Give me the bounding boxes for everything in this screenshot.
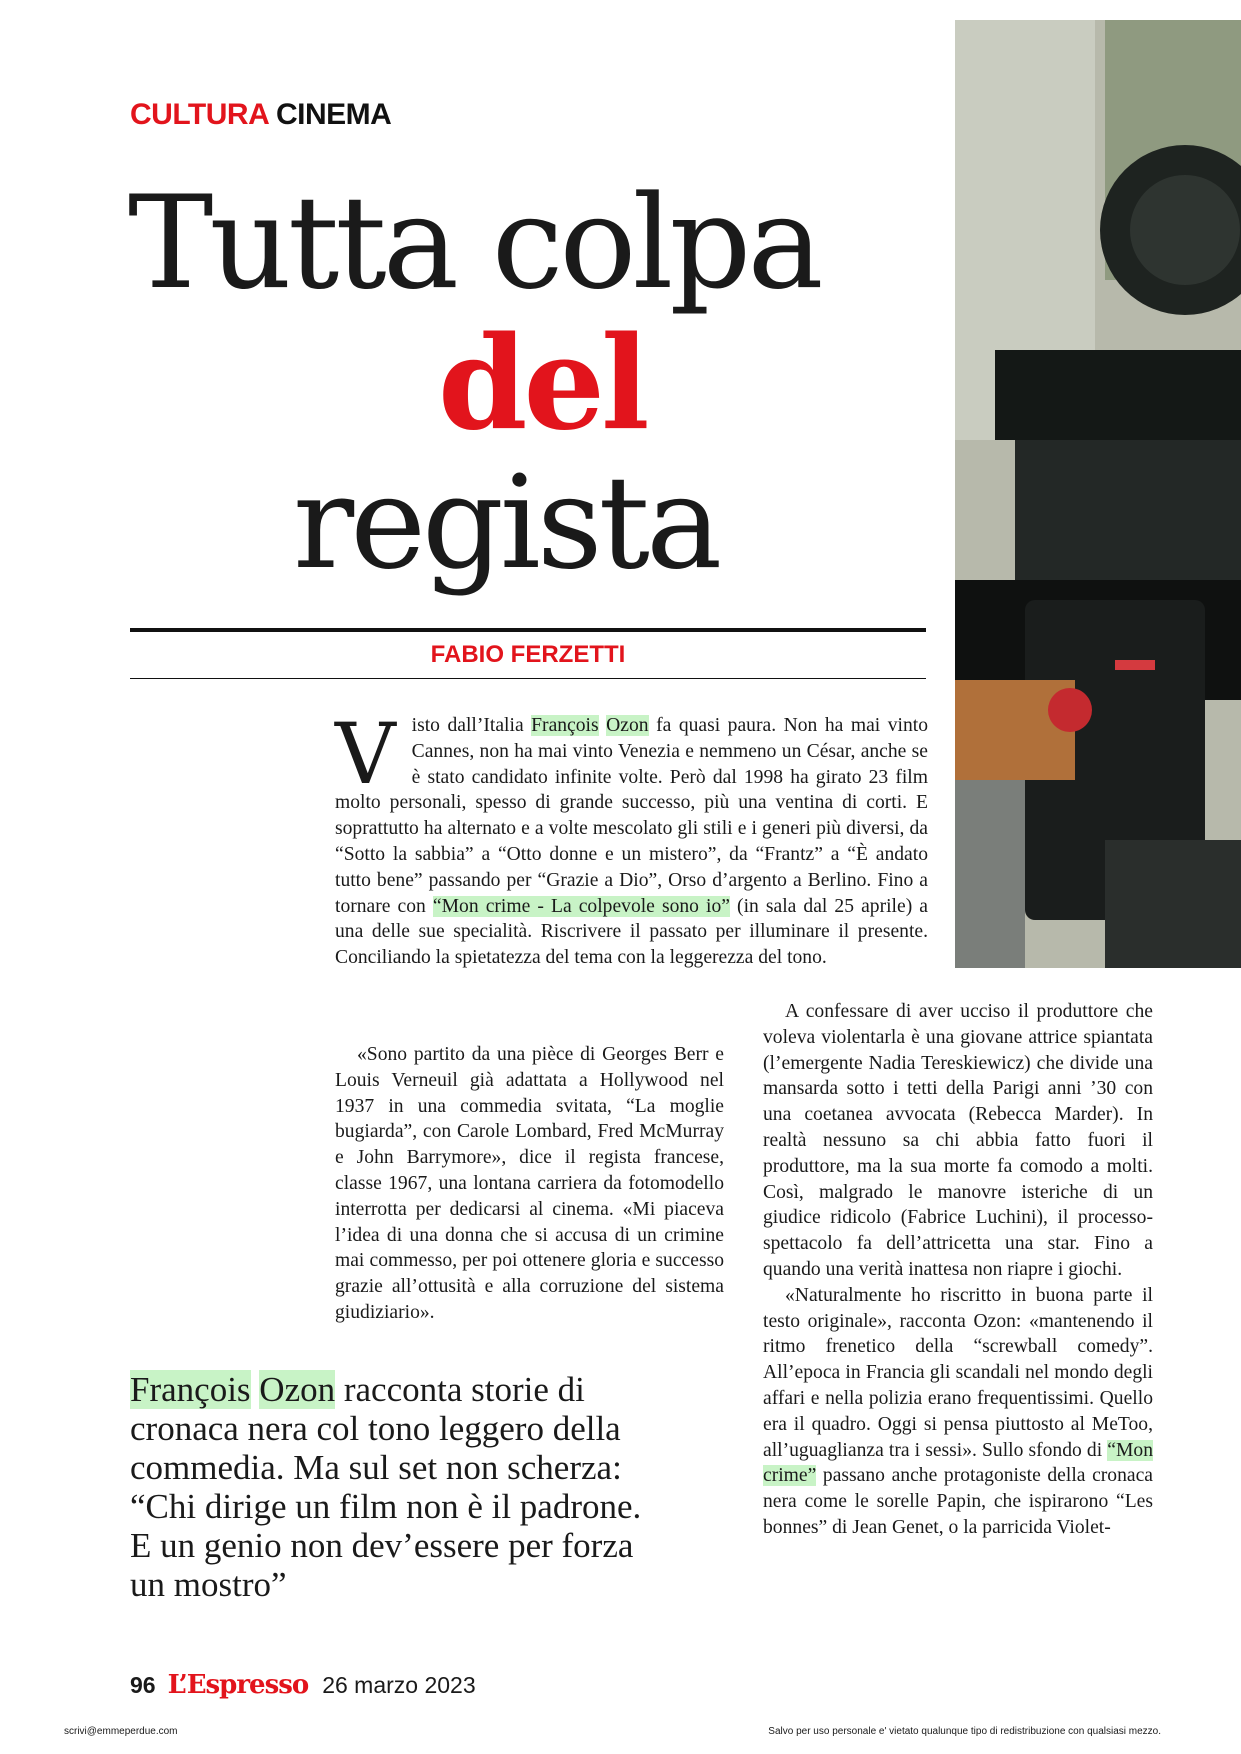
article-column-left	[335, 1042, 724, 1326]
article-column-intro	[335, 705, 928, 971]
p1-space	[599, 715, 607, 736]
byline: FABIO FERZETTI	[430, 641, 626, 668]
dropcap: V	[335, 705, 396, 803]
p4-text-a: «Naturalmente ho riscritto in buona parte il testo originale», racconta Ozon: «mantenendo il ritmo frenetico della “screwball comedy”. All’epoca in Francia gli scandali nel mondo degli affari e nella polizia erano frequentissimi. Quello era il quadro. Oggi si pensa piuttosto al MeToo, all’uguaglianza tra i sessi». Sullo sfondo di	[763, 1284, 1153, 1461]
article-column-right	[763, 999, 1153, 1541]
headline-rule	[130, 628, 926, 632]
paragraph-3: A confessare di aver ucciso il produttore che voleva violentarla è una giovane attrice spiantata (l’emergente Nadia Tereskiewicz) che divide una mansarda sotto i tetti della Parigi anni ’30 con una coetanea avvocata (Rebecca Marder). In realtà nessuno sa chi abbia fatto fuori il produttore, ma la sua morte fa comodo a molti. Così, malgrado le manovre isteriche di un giudice ridicolo (Fabrice Luchini), il processo-spettacolo fa dell’attricetta una star. Fino a quando una verità inattesa non riapre i giochi.	[763, 1001, 1153, 1280]
page-number: 96	[130, 1672, 156, 1698]
highlight-mon-crime: “Mon crime”	[763, 1439, 1153, 1487]
brand-logo: L’Espresso	[167, 1670, 309, 1700]
pull-quote	[130, 1370, 650, 1604]
pullquote-text: racconta storie di cronaca nera col tono leggero della commedia. Ma sul set non scherza: “Chi dirige un film non è il padrone. E un genio non dev’essere per forza un mostro”	[130, 1370, 642, 1604]
footer-notice: Salvo per uso personale e' vietato qualunque tipo di redistribuzione con qualsiasi mezzo.	[768, 1726, 1161, 1737]
section-primary: CULTURA	[130, 98, 269, 131]
highlight-mon-crime-title: “Mon crime - La colpevole sono io”	[432, 895, 730, 917]
p1-text-a: isto dall’Italia	[411, 715, 532, 736]
headline-line-2: del	[438, 309, 646, 459]
byline-rule	[130, 678, 926, 679]
headline-line-3: regista	[293, 449, 719, 598]
paragraph-2: «Sono partito da una pièce di Georges Berr e Louis Verneuil già adattata a Hollywood nel 1937 in una commedia svitata, “La moglie bugiarda”, con Carole Lombard, Fred McMurray e John Barrymore», dice il regista francese, classe 1967, una lontana carriera da fotomodello interrotta per dedicarsi al cinema. «Mi piaceva l’idea di una donna che si accusa di un crimine mai commesso, per poi ottenere gloria e successo grazie all’ottusità e alla corruzione del sistema giudiziario».	[335, 1044, 724, 1323]
highlight-ozon: Ozon	[606, 715, 649, 736]
p4-text-b: passano anche protagoniste della cronaca nera come le sorelle Papin, che ispirarono “Les bonnes” di Jean Genet, o la parricida Violet-	[763, 1465, 1153, 1538]
page-footer	[130, 1670, 476, 1700]
section-secondary: CINEMA	[275, 98, 392, 131]
footer-email: scrivi@emmeperdue.com	[64, 1726, 178, 1737]
highlight-francois: François	[531, 715, 599, 736]
paragraph-4	[763, 1283, 1153, 1541]
pullquote-highlight-francois: François	[130, 1370, 251, 1409]
pullquote-highlight-ozon: Ozon	[259, 1370, 336, 1409]
section-label	[130, 98, 391, 132]
issue-date: 26 marzo 2023	[322, 1672, 476, 1698]
film-camera-illustration	[955, 20, 1241, 968]
paragraph-1	[335, 705, 928, 971]
p1-text-b: fa quasi paura. Non ha mai vinto Cannes, non ha mai vinto Venezia e nemmeno un César, anche se è stato candidato infinite volte. Però dal 1998 ha girato 23 film molto personali, spesso di grande successo, più una ventina di corti. E soprattutto ha alternato e a volte mescolato gli stili e i generi più diversi, da “Sotto la sabbia” a “Otto donne e un mistero”, da “Frantz” a “È andato tutto bene” passando per “Grazie a Dio”, Orso d’argento a Berlino. Fino a tornare con	[335, 715, 928, 917]
p1-text-c: (in sala dal 25 aprile) a una delle sue specialità. Riscrivere il passato per illuminare il presente. Conciliando la spietatezza del tema con la leggerezza del tono.	[335, 895, 928, 969]
headline-line-1: Tutta colpa	[128, 169, 820, 318]
film-camera-photo	[955, 20, 1241, 968]
